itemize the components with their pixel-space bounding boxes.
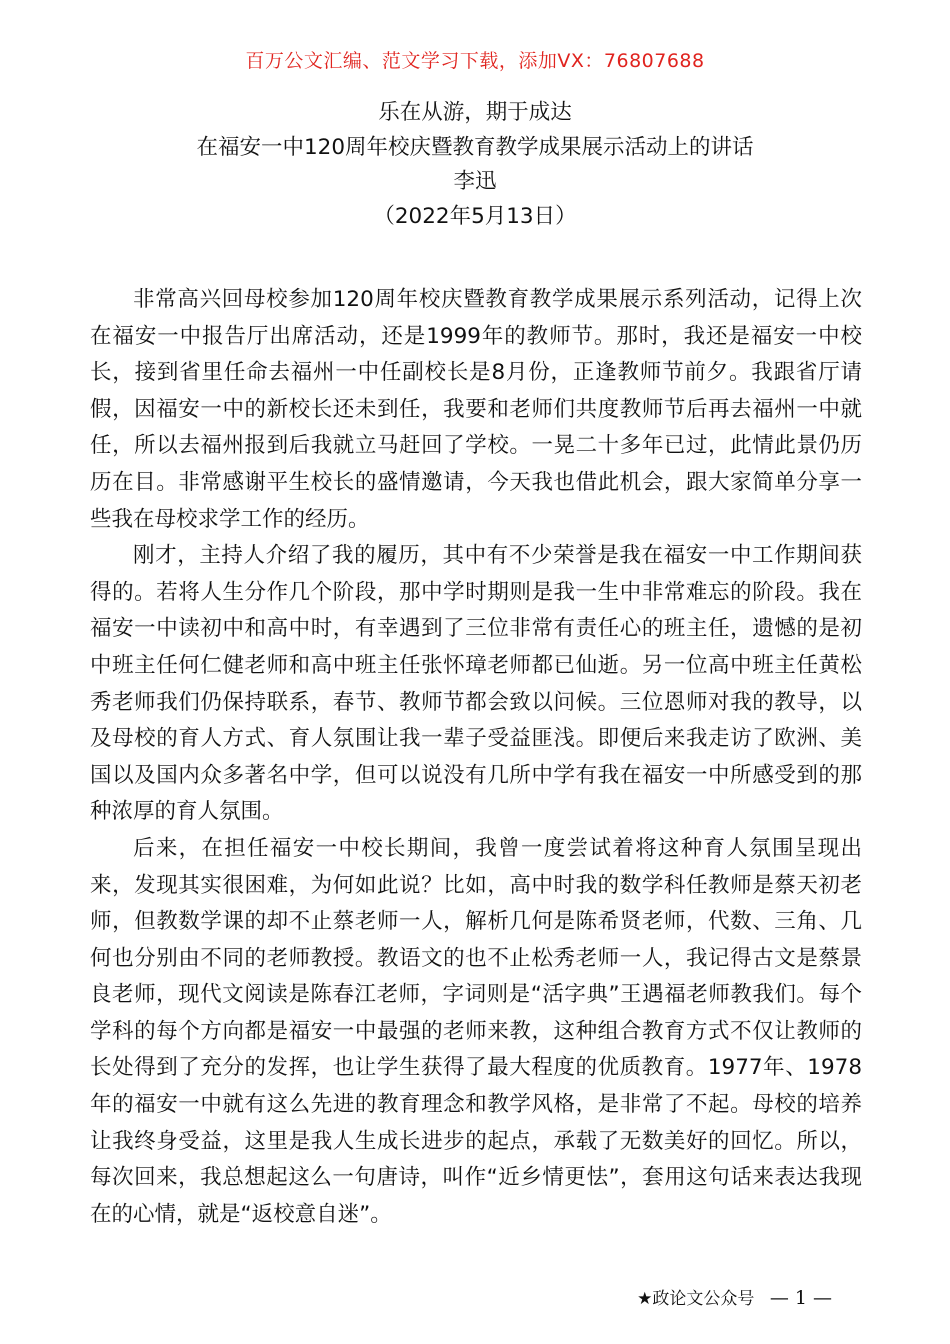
speech-author: 李迅 xyxy=(453,169,497,194)
page-number: — 1 — xyxy=(769,1287,832,1309)
speech-title: 乐在从游，期于成达 xyxy=(378,100,572,125)
paragraph: 后来，在担任福安一中校长期间，我曾一度尝试着将这种育人氛围呈现出来，发现其实很困难，为何如此说？比如，高中时我的数学科任教师是蔡天初老师，但教数学课的却不止蔡老师一人，解析几何是陈希贤老师，代数、三角、几何也分别由不同的老师教授。教语文的也不止松秀老师一人，我记得古文是蔡景良老师，现代文阅读是陈春江老师，字词则是“活字典”王遇福老师教我们。每个学科的每个方向都是福安一中最强的老师来教，这种组合教育方式不仅让教师的长处得到了充分的发挥，也让学生获得了最大程度的优质教育。1977年、1978年的福安一中就有这么先进的教育理念和教学风格，是非常了不起。母校的培养让我终身受益，这里是我人生成长进步的起点，承载了无数美好的回忆。所以，每次回来，我总想起这么一句唐诗，叫作“近乡情更怯”，套用这句话来表达我现在的心情，就是“返校意自迷”。 xyxy=(90,835,862,1227)
speech-body xyxy=(90,282,862,1233)
speech-subtitle: 在福安一中120周年校庆暨教育教学成果展示活动上的讲话 xyxy=(196,134,754,160)
paragraph: 刚才，主持人介绍了我的履历，其中有不少荣誉是我在福安一中工作期间获得的。若将人生分作几个阶段，那中学时期则是我一生中非常难忘的阶段。我在福安一中读初中和高中时，有幸遇到了三位非常有责任心的班主任，遗憾的是初中班主任何仁健老师和高中班主任张怀璋老师都已仙逝。另一位高中班主任黄松秀老师我们仍保持联系，春节、教师节都会致以问候。三位恩师对我的教导，以及母校的育人方式、育人氛围让我一辈子受益匪浅。即便后来我走访了欧洲、美国以及国内众多著名中学，但可以说没有几所中学有我在福安一中所感受到的那种浓厚的育人氛围。 xyxy=(90,543,862,825)
watermark-banner: 百万公文汇编、范文学习下载，添加VX：76807688 xyxy=(245,50,705,72)
paragraph: 非常高兴回母校参加120周年校庆暨教育教学成果展示系列活动，记得上次在福安一中报告厅出席活动，还是1999年的教师节。那时，我还是福安一中校长，接到省里任命去福州一中任副校长是8月份，正逢教师节前夕。我跟省厅请假，因福安一中的新校长还未到任，我要和老师们共度教师节后再去福州一中就任，所以去福州报到后我就立马赶回了学校。一晃二十多年已过，此情此景仍历历在目。非常感谢平生校长的盛情邀请，今天我也借此机会，跟大家简单分享一些我在母校求学工作的经历。 xyxy=(90,287,862,532)
speech-date: （2022年5月13日） xyxy=(373,203,577,229)
page-footer xyxy=(637,1284,832,1309)
footer-source: ★政论文公众号 xyxy=(637,1289,755,1309)
document-heading xyxy=(0,96,950,234)
